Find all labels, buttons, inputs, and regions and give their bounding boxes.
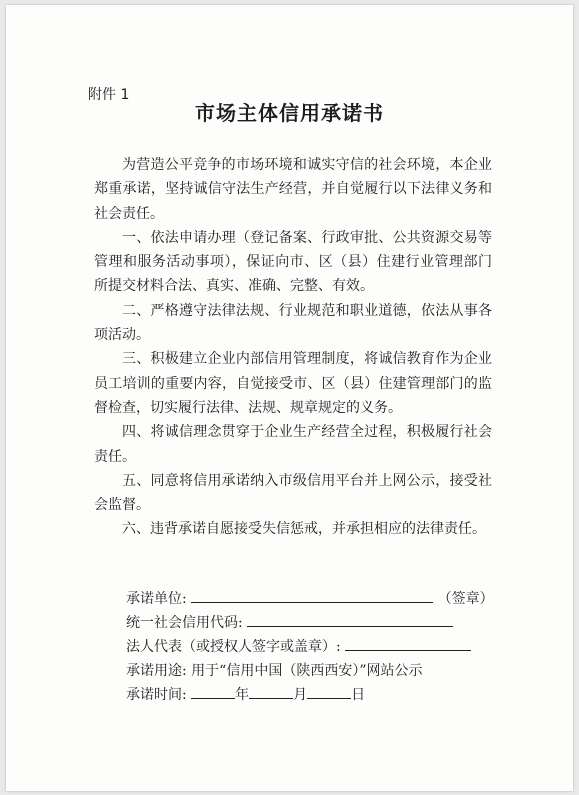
paragraph-item-3: 三、积极建立企业内部信用管理制度，将诚信教育作为企业员工培训的重要内容，自觉接受市、区（县）住建管理部门的监督检查，切实履行法律、法规、规章规定的义务。 [94, 351, 492, 416]
purpose-text: 用于“信用中国（陕西西安）”网站公示 [191, 663, 423, 679]
legal-rep-blank-line[interactable] [345, 636, 471, 651]
paragraph-item-2: 二、严格遵守法律法规、行业规范和职业道德，依法从事各项活动。 [94, 302, 492, 344]
paragraph-item-6: 六、违背承诺自愿接受失信惩戒，并承担相应的法律责任。 [122, 521, 486, 538]
document-body [94, 153, 492, 542]
day-blank-line[interactable] [307, 684, 351, 699]
credit-code-blank-line[interactable] [247, 612, 453, 627]
purpose-label: 承诺用途: [126, 663, 187, 679]
paragraph-item-4: 四、将诚信理念贯穿于企业生产经营全过程，积极履行社会责任。 [94, 424, 492, 465]
year-blank-line[interactable] [191, 684, 235, 699]
time-row [126, 683, 494, 707]
stamp-label: （签章） [437, 591, 494, 607]
credit-code-label: 统一社会信用代码: [126, 615, 243, 631]
day-label: 日 [351, 687, 366, 703]
time-label: 承诺时间: [126, 687, 187, 703]
attachment-label: 附件 1 [88, 87, 130, 103]
document-title: 市场主体信用承诺书 [195, 101, 384, 125]
paragraph-item-5: 五、同意将信用承诺纳入市级信用平台并上网公示，接受社会监督。 [94, 472, 492, 514]
signature-block [126, 587, 494, 707]
purpose-row [126, 659, 494, 683]
unit-blank-line[interactable] [191, 588, 433, 603]
year-label: 年 [235, 687, 250, 703]
document-page [6, 5, 573, 791]
month-blank-line[interactable] [249, 684, 293, 699]
paragraph-intro: 为营造公平竞争的市场环境和诚实守信的社会环境，本企业郑重承诺，坚持诚信守法生产经营，并自觉履行以下法律义务和社会责任。 [94, 157, 492, 222]
credit-code-row [126, 611, 494, 635]
legal-rep-row [126, 635, 494, 659]
unit-row [126, 587, 494, 611]
month-label: 月 [293, 687, 308, 703]
unit-label: 承诺单位: [126, 591, 187, 607]
paragraph-item-1: 一、依法申请办理（登记备案、行政审批、公共资源交易等管理和服务活动事项），保证向市、区（县）住建行业管理部门所提交材料合法、真实、准确、完整、有效。 [94, 229, 492, 295]
legal-rep-label: 法人代表（或授权人签字或盖章）: [126, 639, 341, 655]
